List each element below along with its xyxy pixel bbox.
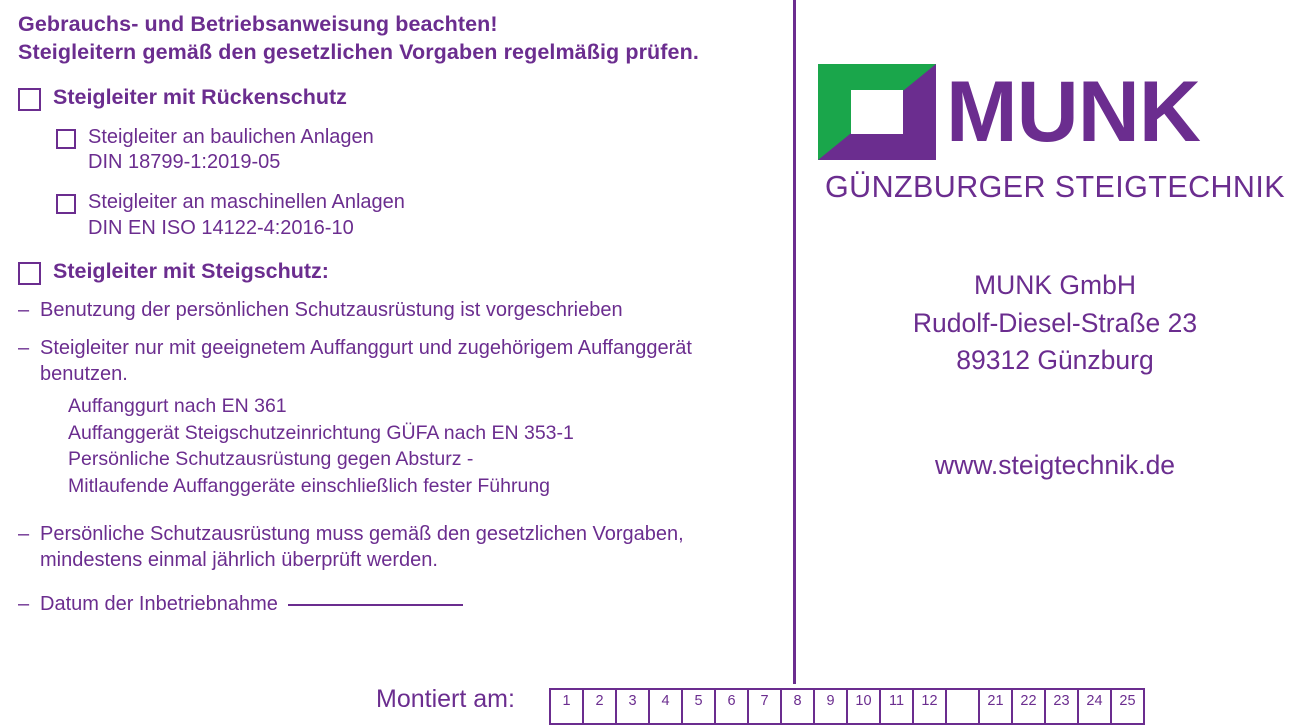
bullet-text-ppe-inspection: Persönliche Schutzausrüstung muss gemäß den gesetzlichen Vorgaben, mindestens einmal jährlich überprüft werden. <box>40 523 684 572</box>
dash-icon: – <box>18 337 30 360</box>
dash-icon: – <box>18 299 30 322</box>
company-address <box>810 267 1300 380</box>
number-cell[interactable]: 5 <box>683 690 716 723</box>
checkbox-row-structural[interactable] <box>56 125 783 176</box>
label-structural-line1: Steigleiter an baulichen Anlagen <box>88 125 374 148</box>
bullet-ppe-required <box>18 297 783 323</box>
equipment-list <box>68 393 783 499</box>
company-street: Rudolf-Diesel-Straße 23 <box>912 307 1198 338</box>
number-cell[interactable]: 6 <box>716 690 749 723</box>
number-cell[interactable]: 7 <box>749 690 782 723</box>
bullet-commissioning-date <box>18 591 783 617</box>
company-website[interactable]: www.steigtechnik.de <box>934 449 1176 480</box>
label-machinery-line1: Steigleiter an maschinellen Anlagen <box>88 190 405 213</box>
checkbox-back-protection[interactable] <box>18 88 41 111</box>
dash-icon: – <box>18 593 30 616</box>
heading-line-1: Gebrauchs- und Betriebsanweisung beachten! <box>18 12 498 36</box>
number-cell[interactable]: 1 <box>551 690 584 723</box>
bullet-harness-device <box>18 335 783 387</box>
checkbox-climb-protection[interactable] <box>18 262 41 285</box>
number-cell[interactable]: 4 <box>650 690 683 723</box>
bullet-text-ppe-required: Benutzung der persönlichen Schutzausrüstung ist vorgeschrieben <box>40 299 623 322</box>
label-commissioning-date <box>40 591 463 617</box>
left-column <box>18 10 783 617</box>
checkbox-structural[interactable] <box>56 129 76 149</box>
label-machinery-line2: DIN EN ISO 14122-4:2016-10 <box>88 216 354 239</box>
number-cell[interactable]: 11 <box>881 690 914 723</box>
equipment-item: Auffanggerät Steigschutzeinrichtung GÜFA nach EN 353-1 <box>68 421 574 444</box>
dash-icon: – <box>18 523 30 546</box>
number-cell[interactable]: 10 <box>848 690 881 723</box>
company-city: 89312 Günzburg <box>956 345 1154 376</box>
number-cell[interactable]: 2 <box>584 690 617 723</box>
label-machinery <box>88 190 405 241</box>
label-back-protection: Steigleiter mit Rückenschutz <box>53 84 347 109</box>
company-name: MUNK GmbH <box>974 270 1136 300</box>
munk-logo <box>818 64 1300 160</box>
number-cell[interactable]: 21 <box>980 690 1013 723</box>
label-structural <box>88 125 374 176</box>
checkbox-row-back-protection[interactable] <box>18 85 783 111</box>
number-cell[interactable]: 9 <box>815 690 848 723</box>
right-column <box>810 0 1300 481</box>
bullet-text-harness-device: Steigleiter nur mit geeignetem Auffanggurt und zugehörigem Auffanggerät benutzen. <box>40 337 692 386</box>
munk-logo-wordmark: MUNK <box>946 64 1200 160</box>
equipment-item: Auffanggurt nach EN 361 <box>68 395 287 418</box>
munk-logo-mark-icon <box>818 64 936 160</box>
equipment-item: Mitlaufende Auffanggeräte einschließlich fester Führung <box>68 474 551 497</box>
number-cell-empty[interactable] <box>947 690 980 723</box>
vertical-divider <box>793 0 796 684</box>
commissioning-date-input[interactable] <box>288 604 463 606</box>
bullet-ppe-inspection <box>18 521 783 573</box>
checkbox-row-machinery[interactable] <box>56 190 783 241</box>
label-climb-protection: Steigleiter mit Steigschutz: <box>53 259 329 284</box>
number-cell[interactable]: 24 <box>1079 690 1112 723</box>
number-cell[interactable]: 25 <box>1112 690 1145 723</box>
heading-line-2: Steigleitern gemäß den gesetzlichen Vorgaben regelmäßig prüfen. <box>18 40 699 65</box>
checkbox-machinery[interactable] <box>56 194 76 214</box>
bottom-strip <box>0 686 1300 725</box>
checkbox-row-climb-protection[interactable] <box>18 259 783 285</box>
montiert-am-label: Montiert am: <box>376 685 515 713</box>
label-structural-line2: DIN 18799-1:2019-05 <box>88 151 281 174</box>
number-cell[interactable]: 23 <box>1046 690 1079 723</box>
equipment-item: Persönliche Schutzausrüstung gegen Absturz - <box>68 448 474 471</box>
month-number-grid[interactable] <box>549 688 1145 725</box>
number-cell[interactable]: 3 <box>617 690 650 723</box>
number-cell[interactable]: 8 <box>782 690 815 723</box>
munk-logo-subtitle: GÜNZBURGER STEIGTECHNIK <box>825 170 1285 204</box>
number-cell[interactable]: 12 <box>914 690 947 723</box>
commissioning-date-text: Datum der Inbetriebnahme <box>40 593 278 616</box>
number-cell[interactable]: 22 <box>1013 690 1046 723</box>
